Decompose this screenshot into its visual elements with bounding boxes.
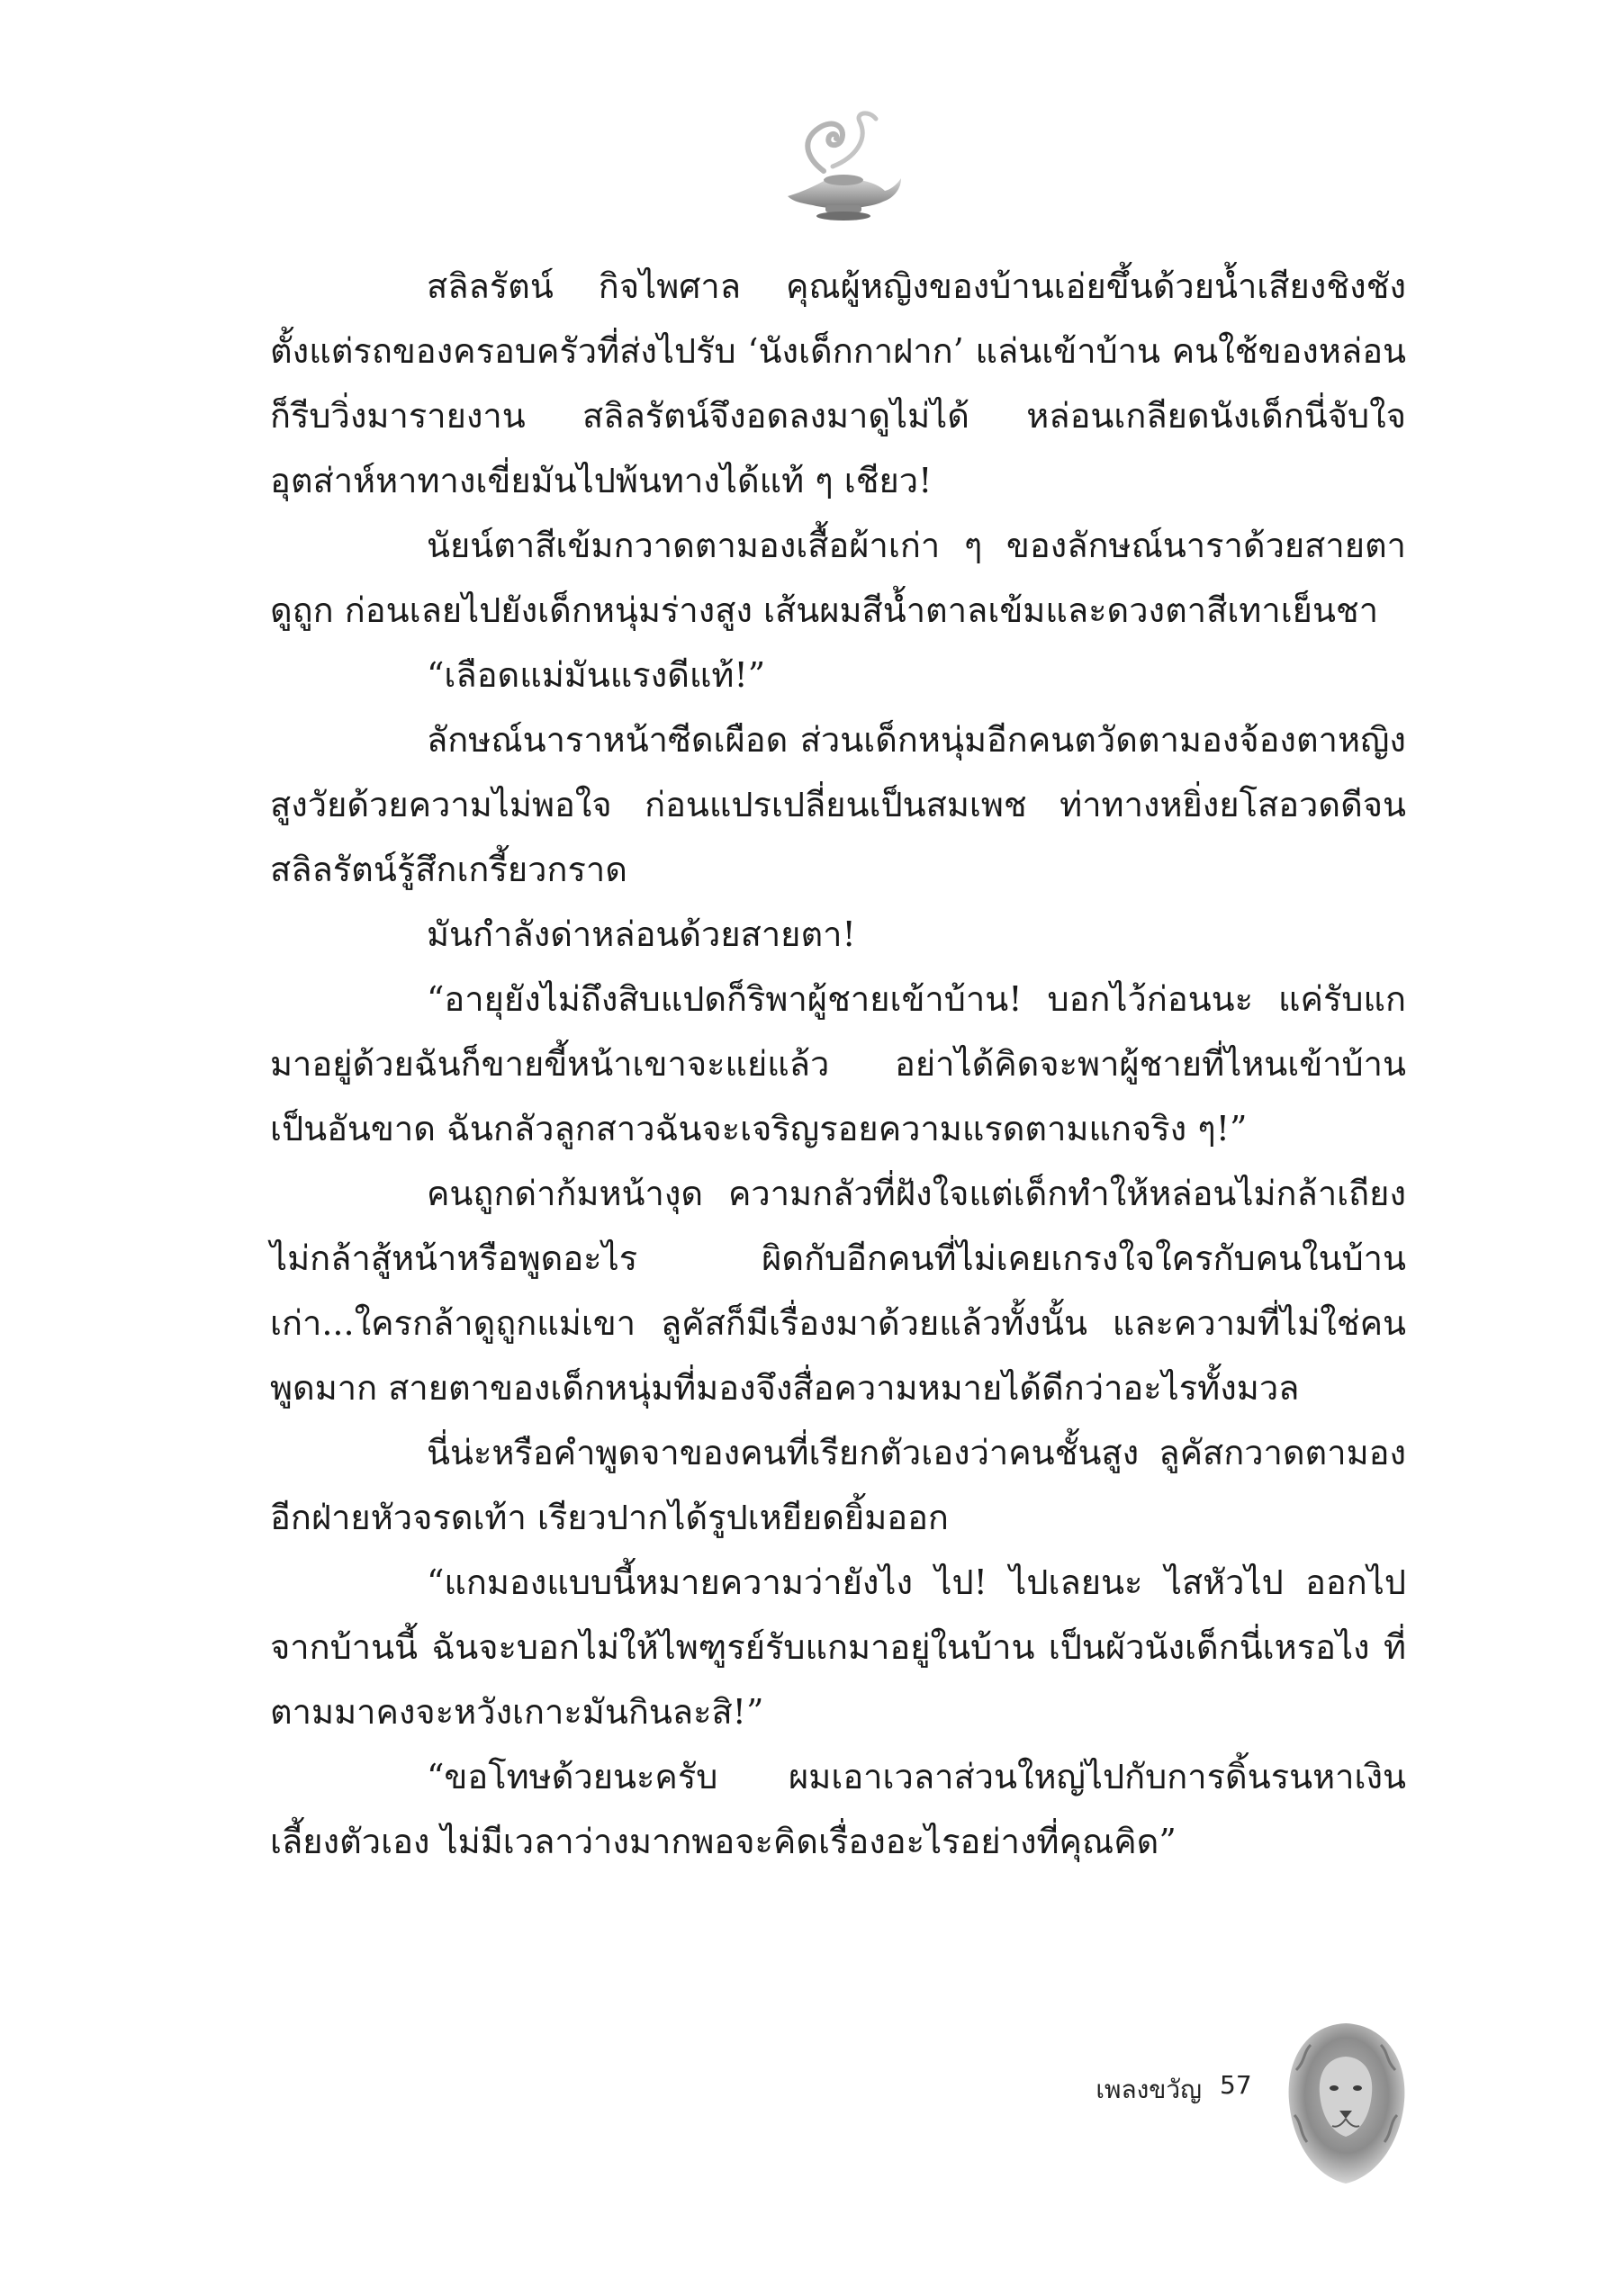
paragraph: คนถูกด่าก้มหน้างุด ความกลัวที่ฝังใจแต่เด็กทำให้หล่อนไม่กล้าเถียง ไม่กล้าสู้หน้าหรือพูดอะไร ผิดกับอีกคนที่ไม่เคยเกรงใจใครกับคนในบ้านเก่า...ใครกล้าดูถูกแม่เขา ลูคัสก็มีเรื่องมาด้วยแล้วทั้งนั้น และความที่ไม่ใช่คนพูดมาก สายตาของเด็กหนุ่มที่มองจึงสื่อความหมายได้ดีกว่าอะไรทั้งมวล: [270, 1174, 1406, 1408]
lion-icon: [1278, 2016, 1413, 2187]
body-text: [270, 254, 1406, 1874]
page-number: 57: [1220, 2070, 1252, 2100]
paragraph: “เลือดแม่มันแรงดีแท้!”: [427, 655, 766, 695]
paragraph: นี่น่ะหรือคำพูดจาของคนที่เรียกตัวเองว่าคนชั้นสูง ลูคัสกวาดตามองอีกฝ่ายหัวจรดเท้า เรียวปากได้รูปเหยียดยิ้มออก: [270, 1433, 1406, 1537]
paragraph: ลักษณ์นาราหน้าซีดเผือด ส่วนเด็กหนุ่มอีกคนตวัดตามองจ้องตาหญิงสูงวัยด้วยความไม่พอใจ ก่อนแปรเปลี่ยนเป็นสมเพช ท่าทางหยิ่งยโสอวดดีจนสลิลรัตน์รู้สึกเกรี้ยวกราด: [270, 720, 1406, 889]
paragraph: สลิลรัตน์ กิจไพศาล คุณผู้หญิงของบ้านเอ่ยขึ้นด้วยน้ำเสียงชิงชัง ตั้งแต่รถของครอบครัวที่ส่งไปรับ ‘นังเด็กกาฝาก’ แล่นเข้าบ้าน คนใช้ของหล่อนก็รีบวิ่งมารายงาน สลิลรัตน์จึงอดลงมาดูไม่ได้ หล่อนเกลียดนังเด็กนี่จับใจ อุตส่าห์หาทางเขี่ยมันไปพ้นทางได้แท้ ๆ เชียว!: [270, 266, 1406, 500]
paragraph: “อายุยังไม่ถึงสิบแปดก็ริพาผู้ชายเข้าบ้าน! บอกไว้ก่อนนะ แค่รับแกมาอยู่ด้วยฉันก็ขายขี้หน้าเขาจะแย่แล้ว อย่าได้คิดจะพาผู้ชายที่ไหนเข้าบ้านเป็นอันขาด ฉันกลัวลูกสาวฉันจะเจริญรอยความแรดตามแกจริง ๆ!”: [270, 979, 1406, 1148]
paragraph: นัยน์ตาสีเข้มกวาดตามองเสื้อผ้าเก่า ๆ ของลักษณ์นาราด้วยสายตาดูถูก ก่อนเลยไปยังเด็กหนุ่มร่างสูง เส้นผมสีน้ำตาลเข้มและดวงตาสีเทาเย็นชา: [270, 526, 1406, 630]
paragraph: มันกำลังด่าหล่อนด้วยสายตา!: [427, 914, 856, 954]
paragraph: “แกมองแบบนี้หมายความว่ายังไง ไป! ไปเลยนะ ไสหัวไป ออกไปจากบ้านนี้ ฉันจะบอกไม่ให้ไพฑูรย์รับแกมาอยู่ในบ้าน เป็นผัวนังเด็กนี่เหรอไง ที่ตามมาคงจะหวังเกาะมันกินละสิ!”: [270, 1562, 1406, 1732]
genie-lamp-icon: [770, 108, 905, 225]
running-footer-title: เพลงขวัญ: [1096, 2075, 1202, 2104]
paragraph: “ขอโทษด้วยนะครับ ผมเอาเวลาส่วนใหญ่ไปกับการดิ้นรนหาเงินเลี้ยงตัวเอง ไม่มีเวลาว่างมากพอจะคิดเรื่องอะไรอย่างที่คุณคิด”: [270, 1757, 1406, 1861]
